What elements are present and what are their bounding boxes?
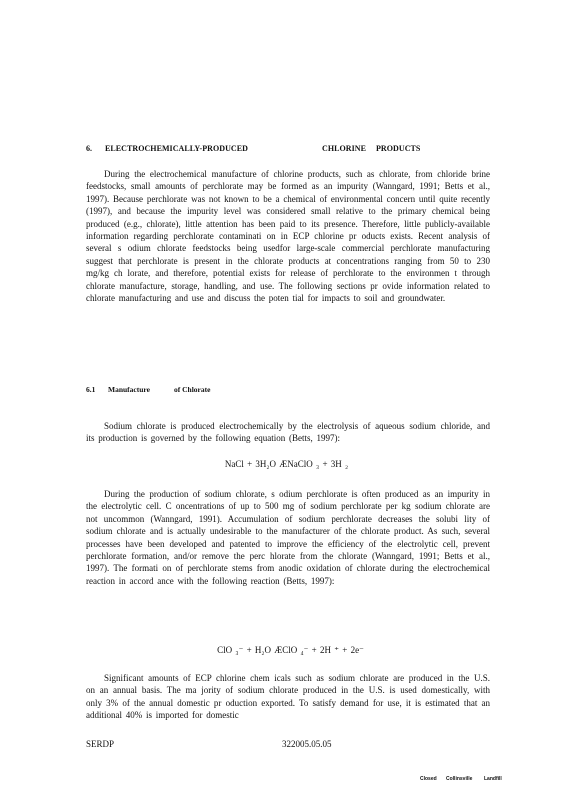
paragraph-perchlorate-impurity: During the production of sodium chlorate, s odium perchlorate is often produced as an impurity in the electrolytic cell. C oncentrations of up to 500 mg of sodium perchlorate per kg sodium chlorate are not uncommon (Wanngard, 1991). Accumulation of sodium perchlorate decreases the solubi lity of sodium chlorate and is actually undesirable to the manufacturer of the chlorate product. As such, several processes have been developed and patented to improve the efficiency of the electrolytic cell, prevent perchlorate formation, and/or remove the perc hlorate from the chlorate (Wanngard, 1991; Betts et al., 1997). The formati on of perchlorate stems from anodic oxidation of chlorate during the electrochemical reaction in accord ance with the following reaction (Betts, 1997): bbox=[86, 489, 490, 586]
equation-chlorate: NaCl + 3H₂O ÆNaClO ₃ + 3H ₂ bbox=[224, 459, 349, 469]
section-number: 6. bbox=[86, 144, 93, 153]
paragraph-chlorate-production: Sodium chlorate is produced electrochemically by the electrolysis of aqueous sodium chloride, and its production is governed by the following equation (Betts, 1997): bbox=[86, 421, 490, 444]
footer-label: SERDP bbox=[86, 739, 115, 749]
section-title-part1: ELECTROCHEMICALLY-PRODUCED bbox=[105, 144, 248, 153]
stamp-text-closed: Closed bbox=[420, 776, 437, 782]
paragraph-ecp-amounts: Significant amounts of ECP chlorine chem icals such as sodium chlorate are produced in the U.S. on an annual basis. The ma jority of sodium chlorate produced in the U.S. is used domestically, with only 3% of the annual domestic pr oduction exported. To satisfy demand for use, it is estimated that an additional 40% is imported for domestic bbox=[86, 673, 490, 721]
subsection-title-part1: Manufacture bbox=[108, 385, 150, 394]
footer-document-number: 322005.05.05 bbox=[282, 739, 332, 749]
subsection-number: 6.1 bbox=[86, 385, 96, 394]
section-title-part3: PRODUCTS bbox=[376, 144, 421, 153]
subsection-title-part2: of Chlorate bbox=[174, 385, 211, 394]
equation-perchlorate: ClO ₃⁻ + H₂O ÆClO ₄⁻ + 2H ⁺ + 2e⁻ bbox=[217, 645, 364, 655]
section-title-part2: CHLORINE bbox=[322, 144, 366, 153]
paragraph-intro: During the electrochemical manufacture of chlorine products, such as chlorate, from chloride brine feedstocks, small amounts of perchlorate may be formed as an impurity (Wanngard, 1991; Betts et al., 1997). Because perchlorate was not known to be a chemical of environmental concern until quite recently (1997), and because the impurity level was considered small relative to the primary chemical being produced (e.g., chlorate), little attention has been paid to its presence. Therefore, little publicly-available information regarding perchlorate contaminati on in ECP chlorine pr oducts exists. Recent analysis of several s odium chlorate feedstocks being usedfor large-scale commercial perchlorate manufacturing suggest that perchlorate is present in the chlorate products at concentrations ranging from 50 to 230 mg/kg ch lorate, and therefore, potential exists for release of perchlorate to the environmen t through chlorate manufacture, storage, handling, and use. The following sections pr ovide information related to chlorate manufacturing and use and discuss the poten tial for impacts to soil and groundwater. bbox=[86, 169, 490, 304]
stamp-text-landfill: Landfill bbox=[484, 776, 502, 782]
stamp-text-collinsville: Collinsville bbox=[446, 776, 473, 782]
